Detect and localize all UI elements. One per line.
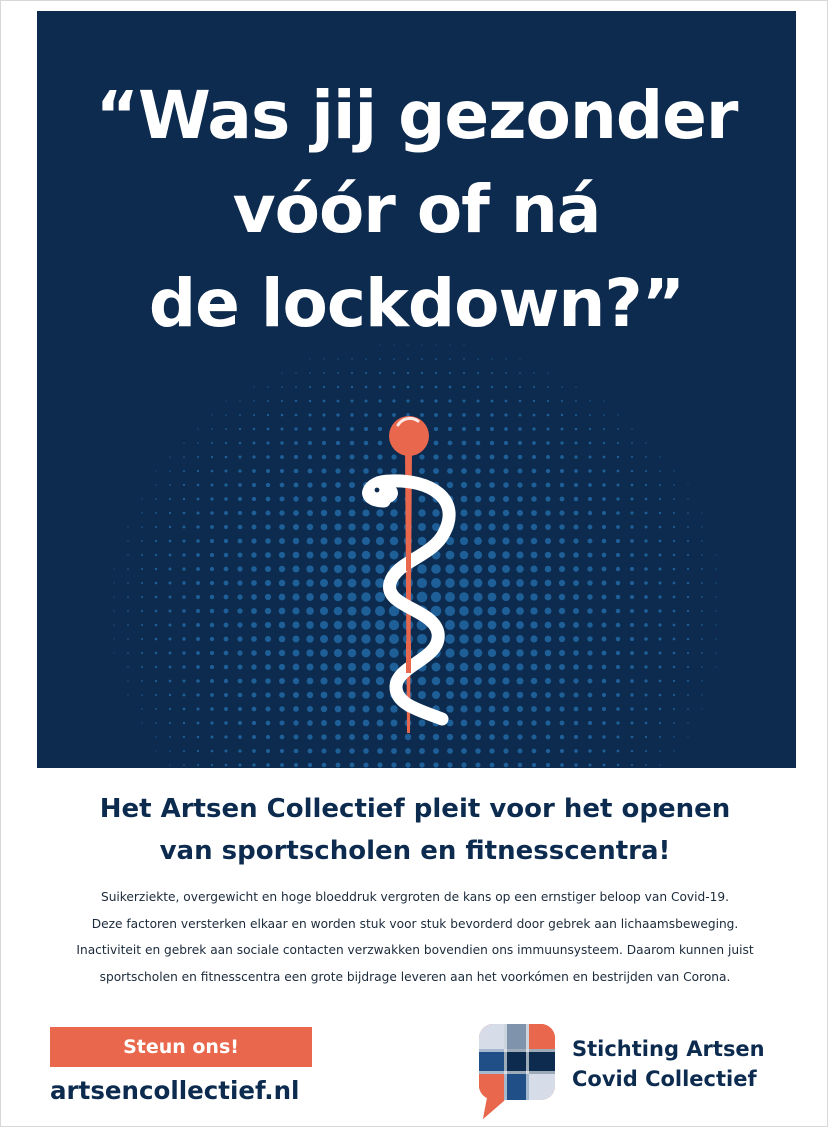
headline-line: vóór of ná: [232, 171, 601, 248]
subheading-line: Het Artsen Collectief pleit voor het openen: [99, 794, 731, 824]
body-line: Inactiviteit en gebrek aan sociale contacten verzwakken bovendien ons immuunsysteem. Daarom kunnen juist: [76, 943, 754, 957]
organization-name-line: Stichting Artsen: [572, 1037, 765, 1061]
cross-speech-bubble-logo: [479, 1024, 555, 1120]
organization-name: [572, 1034, 765, 1094]
subheading-line: van sportscholen en fitnesscentra!: [159, 836, 671, 866]
rod-of-asclepius-icon: [352, 411, 462, 741]
organization-name-line: Covid Collectief: [572, 1067, 757, 1091]
hero-panel: [37, 11, 796, 768]
subheading: [1, 788, 828, 872]
headline-line: “Was jij gezonder: [95, 77, 738, 154]
headline: [37, 69, 796, 351]
body-line: Deze factoren versterken elkaar en worden stuk voor stuk bevorderd door gebrek aan lichaamsbeweging.: [91, 916, 739, 931]
body-line: sportscholen en fitnesscentra een grote bijdrage leveren aan het voorkómen en bestrijden van Corona.: [99, 969, 731, 984]
website-link[interactable]: artsencollectief.nl: [50, 1076, 300, 1105]
support-button[interactable]: Steun ons!: [50, 1027, 312, 1067]
body-line: Suikerziekte, overgewicht en hoge bloeddruk vergroten de kans op een ernstiger beloop van Covid-19.: [100, 890, 730, 904]
headline-line: de lockdown?”: [148, 265, 685, 342]
body-paragraph: [1, 884, 828, 990]
